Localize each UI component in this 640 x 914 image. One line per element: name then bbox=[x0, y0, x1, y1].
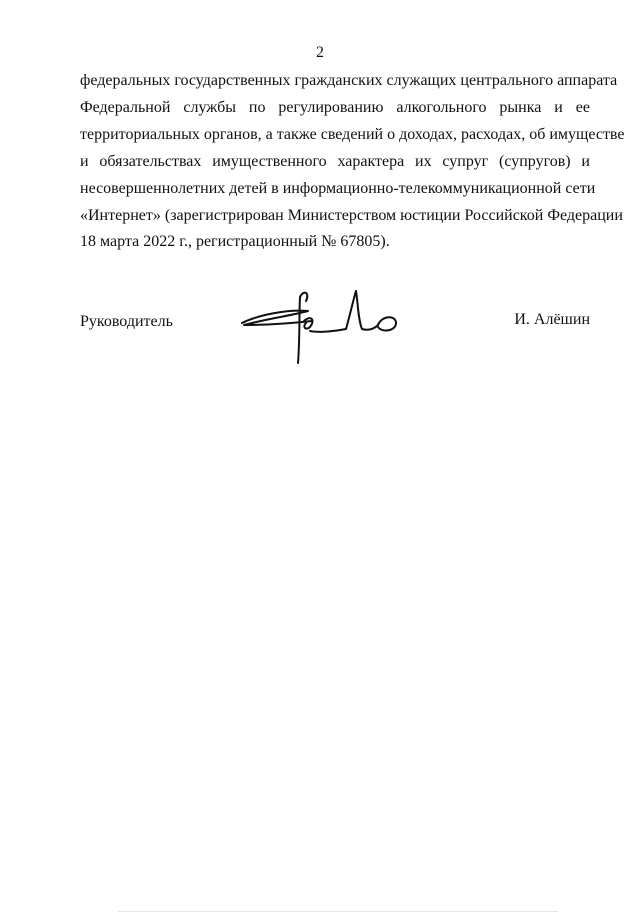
body-line: и обязательствах имущественного характера их супруг (супругов) и bbox=[80, 152, 590, 170]
handwritten-signature-icon bbox=[236, 285, 404, 365]
body-line: Федеральной службы по регулированию алкогольного рынка и ее bbox=[80, 98, 590, 116]
body-line: территориальных органов, а также сведений о доходах, расходах, об имуществе bbox=[80, 125, 625, 143]
scan-edge-line bbox=[118, 911, 558, 912]
body-line: несовершеннолетних детей в информационно-телекоммуникационной сети bbox=[80, 179, 596, 197]
signatory-name: И. Алёшин bbox=[514, 311, 590, 328]
body-line: «Интернет» (зарегистрирован Министерством юстиции Российской Федерации bbox=[80, 206, 623, 224]
signatory-title: Руководитель bbox=[80, 313, 173, 330]
body-line: федеральных государственных гражданских служащих центрального аппарата bbox=[80, 72, 618, 89]
body-line: 18 марта 2022 г., регистрационный № 67805). bbox=[80, 233, 390, 251]
body-paragraph bbox=[80, 68, 625, 256]
page-number: 2 bbox=[316, 44, 324, 61]
